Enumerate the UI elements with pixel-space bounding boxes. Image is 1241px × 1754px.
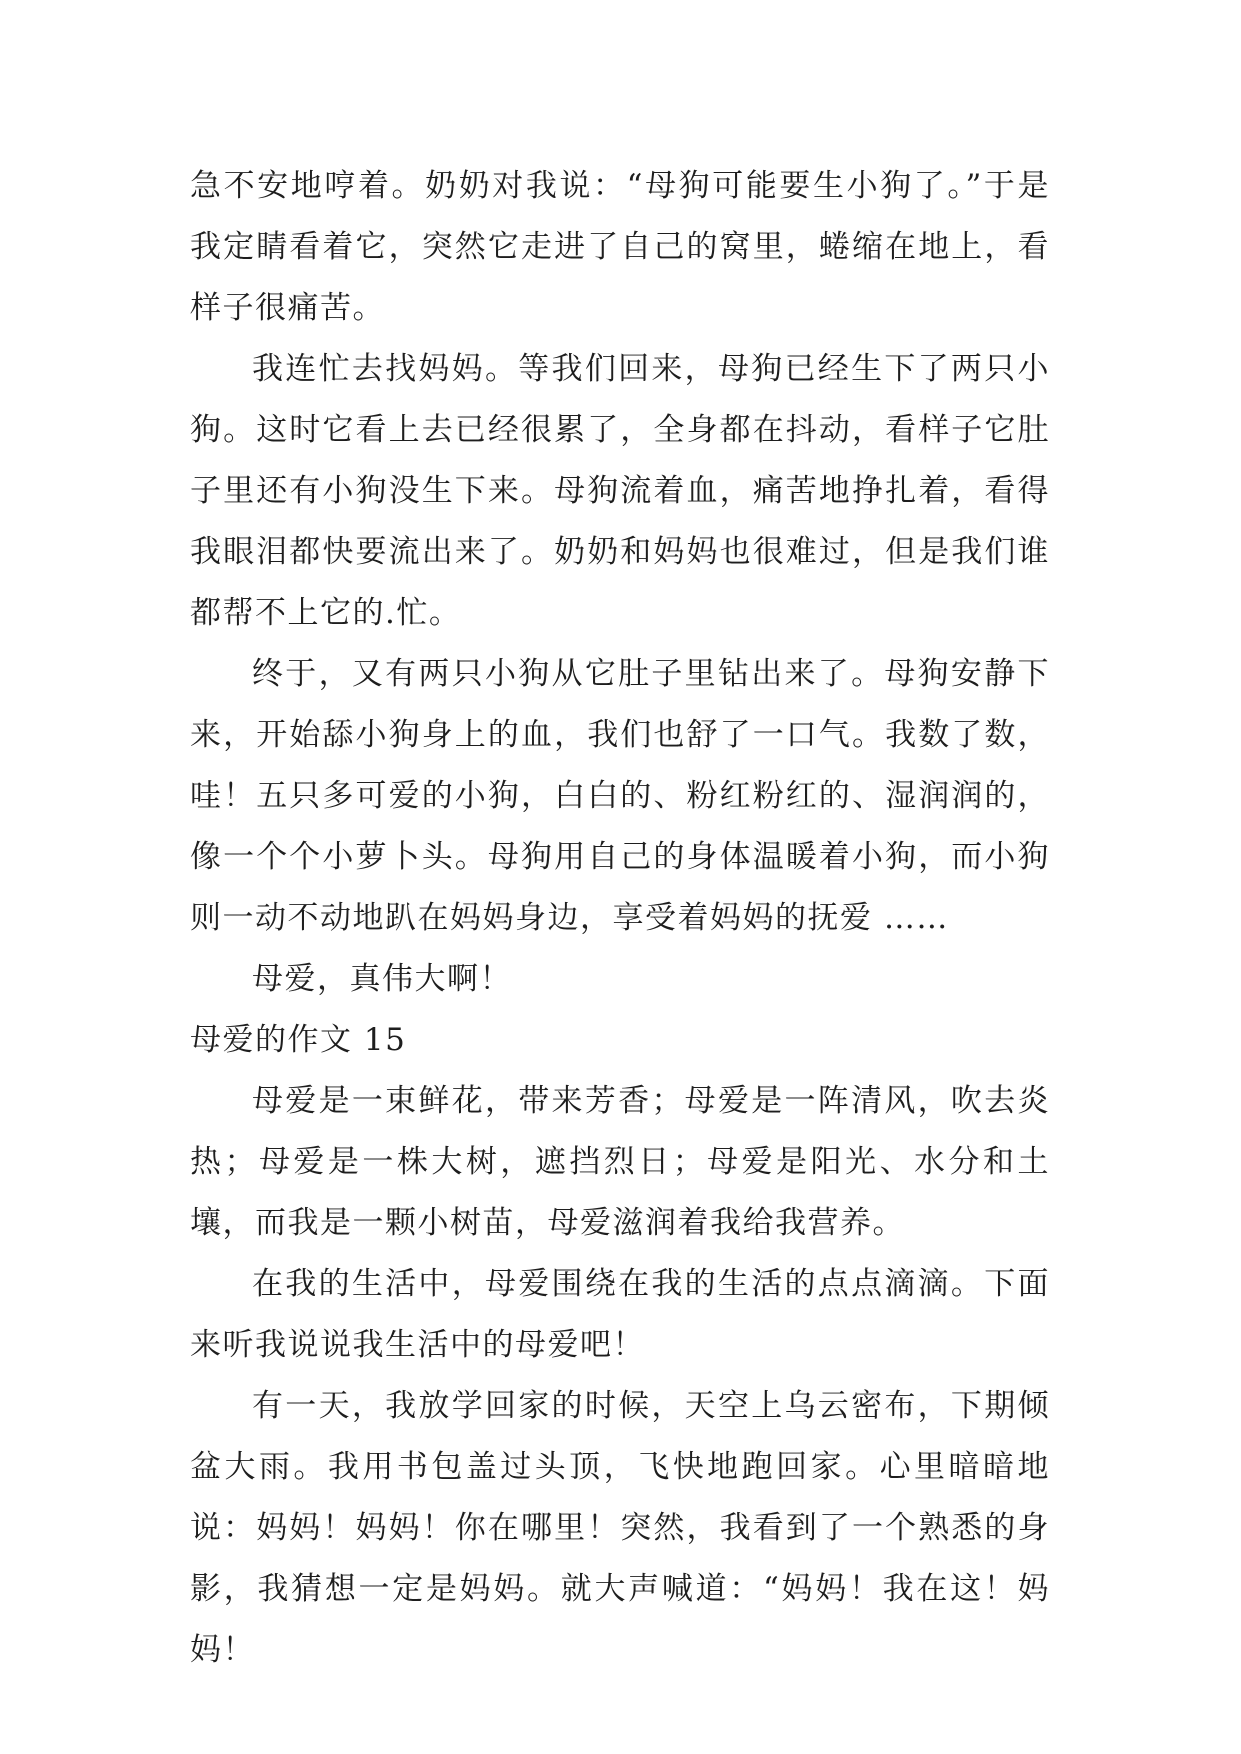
section-heading: 母爱的作文 15 — [190, 1022, 407, 1058]
paragraph-conclusion: 母爱，真伟大啊！ — [252, 961, 512, 997]
paragraph-rainy-day: 有一天，我放学回家的时候，天空上乌云密布，下期倾盆大雨。我用书包盖过头顶，飞快地跑回家。心里暗暗地说：妈妈！妈妈！你在哪里！突然，我看到了一个熟悉的身影，我猜想一定是妈妈。就大声喊道：“妈妈！我在这！妈妈！ — [190, 1388, 1050, 1668]
paragraph-intro: 在我的生活中，母爱围绕在我的生活的点点滴滴。下面来听我说说我生活中的母爱吧！ — [190, 1266, 1050, 1363]
document-body — [190, 156, 1050, 1681]
paragraph-metaphors: 母爱是一束鲜花，带来芳香；母爱是一阵清风，吹去炎热；母爱是一株大树，遮挡烈日；母爱是阳光、水分和土壤，而我是一颗小树苗，母爱滋润着我给我营养。 — [190, 1083, 1050, 1241]
paragraph-puppies-born: 终于，又有两只小狗从它肚子里钻出来了。母狗安静下来，开始舔小狗身上的血，我们也舒了一口气。我数了数，哇！五只多可爱的小狗，白白的、粉红粉红的、湿润润的，像一个个小萝卜头。母狗用自己的身体温暖着小狗，而小狗则一动不动地趴在妈妈身边，享受着妈妈的抚爱 …… — [190, 656, 1050, 936]
paragraph-find-mother: 我连忙去找妈妈。等我们回来，母狗已经生下了两只小狗。这时它看上去已经很累了，全身都在抖动，看样子它肚子里还有小狗没生下来。母狗流着血，痛苦地挣扎着，看得我眼泪都快要流出来了。奶奶和妈妈也很难过，但是我们谁都帮不上它的.忙。 — [190, 351, 1050, 631]
paragraph-continued: 急不安地哼着。奶奶对我说：“母狗可能要生小狗了。”于是我定睛看着它，突然它走进了自己的窝里，蜷缩在地上，看样子很痛苦。 — [190, 168, 1050, 326]
